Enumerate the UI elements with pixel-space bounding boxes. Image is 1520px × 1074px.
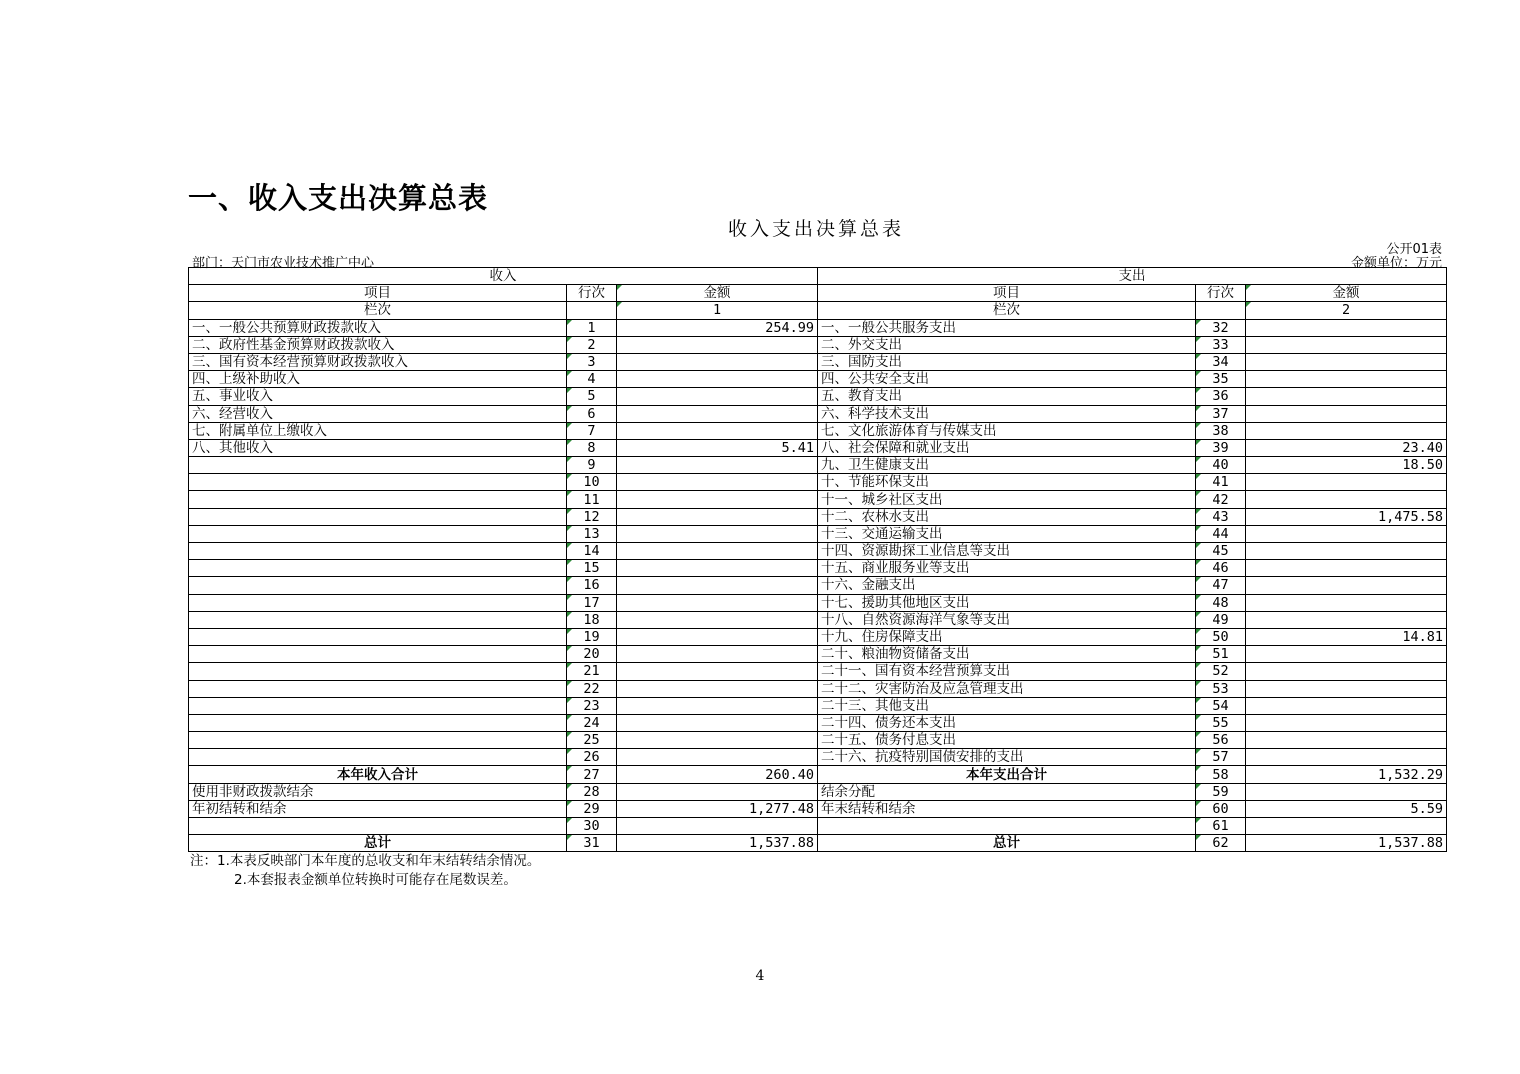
expense-amount-cell xyxy=(1246,336,1447,353)
income-item-cell: 七、附属单位上缴收入 xyxy=(189,422,567,439)
income-amount-header: 金额 xyxy=(617,285,818,302)
expense-amount-cell xyxy=(1246,697,1447,714)
income-amount-cell xyxy=(617,646,818,663)
expense-header: 支出 xyxy=(818,268,1447,285)
table-row xyxy=(189,336,1447,353)
expense-rowno-cell: 57 xyxy=(1196,749,1246,766)
income-amount-cell xyxy=(617,336,818,353)
expense-amount-cell: 1,537.88 xyxy=(1246,835,1447,852)
expense-rowno-cell: 54 xyxy=(1196,697,1246,714)
income-rowno-cell: 30 xyxy=(567,818,617,835)
expense-rowno-cell: 36 xyxy=(1196,388,1246,405)
income-item-cell xyxy=(189,508,567,525)
income-item-cell: 五、事业收入 xyxy=(189,388,567,405)
income-rowno-cell: 24 xyxy=(567,714,617,731)
expense-rowno-cell: 46 xyxy=(1196,560,1246,577)
income-rowno-cell: 12 xyxy=(567,508,617,525)
income-amount-cell xyxy=(617,749,818,766)
expense-rowno-cell: 60 xyxy=(1196,800,1246,817)
income-item-cell xyxy=(189,628,567,645)
column-number-row xyxy=(189,302,1447,319)
income-rowno-cell: 13 xyxy=(567,525,617,542)
table-row xyxy=(189,543,1447,560)
expense-item-cell: 四、公共安全支出 xyxy=(818,371,1196,388)
expense-item-cell: 三、国防支出 xyxy=(818,353,1196,370)
expense-rowno-cell: 44 xyxy=(1196,525,1246,542)
expense-amount-cell: 1,475.58 xyxy=(1246,508,1447,525)
income-rowno-cell: 17 xyxy=(567,594,617,611)
income-rowno-cell: 26 xyxy=(567,749,617,766)
income-rowno-cell: 16 xyxy=(567,577,617,594)
table-row xyxy=(189,560,1447,577)
expense-amount-cell xyxy=(1246,663,1447,680)
income-amount-cell: 254.99 xyxy=(617,319,818,336)
expense-item-cell: 十五、商业服务业等支出 xyxy=(818,560,1196,577)
expense-amount-cell xyxy=(1246,714,1447,731)
table-row xyxy=(189,371,1447,388)
expense-item-cell xyxy=(818,818,1196,835)
page-number: 4 xyxy=(755,968,765,984)
income-item-cell: 总计 xyxy=(189,835,567,852)
expense-rowno-cell: 51 xyxy=(1196,646,1246,663)
income-rowno-header: 行次 xyxy=(567,285,617,302)
expense-rowno-cell: 62 xyxy=(1196,835,1246,852)
table-row xyxy=(189,749,1447,766)
table-row xyxy=(189,766,1447,783)
income-rowno-cell: 28 xyxy=(567,783,617,800)
income-rowno-cell: 8 xyxy=(567,439,617,456)
expense-amount-cell: 5.59 xyxy=(1246,800,1447,817)
expense-item-header: 项目 xyxy=(818,285,1196,302)
note-1: 注：1.本表反映部门本年度的总收支和年末结转结余情况。 xyxy=(190,853,541,869)
table-row xyxy=(189,628,1447,645)
income-rowno-cell: 19 xyxy=(567,628,617,645)
table-row xyxy=(189,422,1447,439)
note-2: 2.本套报表金额单位转换时可能存在尾数误差。 xyxy=(234,872,517,888)
expense-rowno-cell: 42 xyxy=(1196,491,1246,508)
income-amount-cell xyxy=(617,353,818,370)
expense-rowno-cell: 33 xyxy=(1196,336,1246,353)
expense-item-cell: 十、节能环保支出 xyxy=(818,474,1196,491)
income-rowno-cell: 4 xyxy=(567,371,617,388)
income-item-cell xyxy=(189,680,567,697)
expense-amount-cell xyxy=(1246,611,1447,628)
income-rowno-cell: 11 xyxy=(567,491,617,508)
income-item-cell xyxy=(189,457,567,474)
expense-amount-cell xyxy=(1246,525,1447,542)
expense-amount-cell xyxy=(1246,818,1447,835)
expense-amount-cell xyxy=(1246,474,1447,491)
income-rowno-cell: 3 xyxy=(567,353,617,370)
table-row xyxy=(189,474,1447,491)
expense-amount-cell xyxy=(1246,353,1447,370)
income-amount-cell xyxy=(617,525,818,542)
expense-rowno-cell: 56 xyxy=(1196,732,1246,749)
expense-column-label: 栏次 xyxy=(818,302,1196,319)
expense-item-cell: 一、一般公共服务支出 xyxy=(818,319,1196,336)
income-item-cell xyxy=(189,474,567,491)
expense-amount-header: 金额 xyxy=(1246,285,1447,302)
income-amount-cell xyxy=(617,508,818,525)
expense-item-cell: 十一、城乡社区支出 xyxy=(818,491,1196,508)
expense-amount-cell xyxy=(1246,783,1447,800)
income-item-cell xyxy=(189,732,567,749)
income-item-cell xyxy=(189,525,567,542)
expense-amount-cell xyxy=(1246,594,1447,611)
income-item-cell xyxy=(189,749,567,766)
expense-item-cell: 十六、金融支出 xyxy=(818,577,1196,594)
income-column-label: 栏次 xyxy=(189,302,567,319)
expense-item-cell: 二十五、债务付息支出 xyxy=(818,732,1196,749)
expense-rowno-cell: 55 xyxy=(1196,714,1246,731)
income-amount-cell: 260.40 xyxy=(617,766,818,783)
expense-rowno-cell: 47 xyxy=(1196,577,1246,594)
expense-amount-cell xyxy=(1246,560,1447,577)
income-amount-cell xyxy=(617,422,818,439)
income-amount-cell xyxy=(617,611,818,628)
income-item-cell: 使用非财政拨款结余 xyxy=(189,783,567,800)
table-row xyxy=(189,405,1447,422)
income-item-cell xyxy=(189,594,567,611)
income-rowno-cell: 25 xyxy=(567,732,617,749)
expense-item-cell: 十三、交通运输支出 xyxy=(818,525,1196,542)
expense-rowno-cell: 34 xyxy=(1196,353,1246,370)
table-row xyxy=(189,611,1447,628)
income-column-blank xyxy=(567,302,617,319)
income-item-cell: 八、其他收入 xyxy=(189,439,567,456)
table-row xyxy=(189,491,1447,508)
expense-rowno-header: 行次 xyxy=(1196,285,1246,302)
income-rowno-cell: 20 xyxy=(567,646,617,663)
income-item-header: 项目 xyxy=(189,285,567,302)
income-amount-cell xyxy=(617,388,818,405)
table-row xyxy=(189,835,1447,852)
table-row xyxy=(189,577,1447,594)
table-row xyxy=(189,353,1447,370)
table-row xyxy=(189,697,1447,714)
expense-item-cell: 二十三、其他支出 xyxy=(818,697,1196,714)
expense-item-cell: 八、社会保障和就业支出 xyxy=(818,439,1196,456)
expense-amount-cell xyxy=(1246,543,1447,560)
expense-item-cell: 结余分配 xyxy=(818,783,1196,800)
expense-amount-cell xyxy=(1246,319,1447,336)
table-row xyxy=(189,663,1447,680)
expense-item-cell: 总计 xyxy=(818,835,1196,852)
expense-amount-cell: 1,532.29 xyxy=(1246,766,1447,783)
expense-item-cell: 二十二、灾害防治及应急管理支出 xyxy=(818,680,1196,697)
expense-rowno-cell: 58 xyxy=(1196,766,1246,783)
table-row xyxy=(189,439,1447,456)
expense-item-cell: 二十一、国有资本经营预算支出 xyxy=(818,663,1196,680)
expense-rowno-cell: 37 xyxy=(1196,405,1246,422)
expense-item-cell: 二十四、债务还本支出 xyxy=(818,714,1196,731)
income-amount-cell xyxy=(617,628,818,645)
income-amount-cell xyxy=(617,543,818,560)
table-row xyxy=(189,594,1447,611)
expense-item-cell: 年末结转和结余 xyxy=(818,800,1196,817)
income-rowno-cell: 29 xyxy=(567,800,617,817)
income-rowno-cell: 14 xyxy=(567,543,617,560)
income-rowno-cell: 1 xyxy=(567,319,617,336)
expense-amount-cell xyxy=(1246,732,1447,749)
income-item-cell xyxy=(189,560,567,577)
expense-rowno-cell: 50 xyxy=(1196,628,1246,645)
table-row xyxy=(189,714,1447,731)
expense-amount-cell xyxy=(1246,646,1447,663)
income-item-cell xyxy=(189,697,567,714)
income-item-cell xyxy=(189,611,567,628)
expense-item-cell: 二十六、抗疫特别国债安排的支出 xyxy=(818,749,1196,766)
table-row xyxy=(189,680,1447,697)
expense-amount-cell: 14.81 xyxy=(1246,628,1447,645)
income-rowno-cell: 18 xyxy=(567,611,617,628)
income-item-cell: 三、国有资本经营预算财政拨款收入 xyxy=(189,353,567,370)
unit-label: 金额单位：万元 xyxy=(1350,256,1442,271)
expense-rowno-cell: 35 xyxy=(1196,371,1246,388)
expense-rowno-cell: 59 xyxy=(1196,783,1246,800)
expense-amount-cell xyxy=(1246,577,1447,594)
income-item-cell: 二、政府性基金预算财政拨款收入 xyxy=(189,336,567,353)
expense-rowno-cell: 61 xyxy=(1196,818,1246,835)
expense-amount-cell: 23.40 xyxy=(1246,439,1447,456)
expense-amount-cell xyxy=(1246,371,1447,388)
form-code: 公开01表 xyxy=(1386,242,1442,257)
table-row xyxy=(189,525,1447,542)
expense-item-cell: 十八、自然资源海洋气象等支出 xyxy=(818,611,1196,628)
income-rowno-cell: 10 xyxy=(567,474,617,491)
income-amount-cell xyxy=(617,714,818,731)
expense-amount-cell xyxy=(1246,749,1447,766)
income-amount-cell: 1,537.88 xyxy=(617,835,818,852)
expense-rowno-cell: 39 xyxy=(1196,439,1246,456)
income-header: 收入 xyxy=(189,268,818,285)
expense-rowno-cell: 48 xyxy=(1196,594,1246,611)
expense-item-cell: 七、文化旅游体育与传媒支出 xyxy=(818,422,1196,439)
expense-rowno-cell: 40 xyxy=(1196,457,1246,474)
income-amount-cell xyxy=(617,405,818,422)
income-amount-cell xyxy=(617,594,818,611)
income-amount-cell xyxy=(617,474,818,491)
table-row xyxy=(189,732,1447,749)
income-amount-cell: 5.41 xyxy=(617,439,818,456)
department-label: 部门：天门市农业技术推广中心 xyxy=(192,256,375,271)
income-expense-table xyxy=(188,267,1447,852)
table-row xyxy=(189,319,1447,336)
table-row xyxy=(189,388,1447,405)
expense-amount-cell xyxy=(1246,388,1447,405)
income-item-cell xyxy=(189,543,567,560)
income-rowno-cell: 15 xyxy=(567,560,617,577)
group-header-row xyxy=(189,268,1447,285)
income-amount-cell xyxy=(617,577,818,594)
expense-rowno-cell: 53 xyxy=(1196,680,1246,697)
income-amount-cell xyxy=(617,491,818,508)
income-item-cell xyxy=(189,577,567,594)
expense-rowno-cell: 49 xyxy=(1196,611,1246,628)
income-item-cell: 六、经营收入 xyxy=(189,405,567,422)
income-rowno-cell: 22 xyxy=(567,680,617,697)
income-amount-cell: 1,277.48 xyxy=(617,800,818,817)
expense-item-cell: 六、科学技术支出 xyxy=(818,405,1196,422)
income-rowno-cell: 6 xyxy=(567,405,617,422)
expense-item-cell: 五、教育支出 xyxy=(818,388,1196,405)
expense-rowno-cell: 32 xyxy=(1196,319,1246,336)
expense-item-cell: 十二、农林水支出 xyxy=(818,508,1196,525)
table-row xyxy=(189,800,1447,817)
income-rowno-cell: 27 xyxy=(567,766,617,783)
income-item-cell xyxy=(189,818,567,835)
expense-item-cell: 十四、资源勘探工业信息等支出 xyxy=(818,543,1196,560)
expense-rowno-cell: 38 xyxy=(1196,422,1246,439)
income-rowno-cell: 2 xyxy=(567,336,617,353)
expense-column-blank xyxy=(1196,302,1246,319)
expense-rowno-cell: 41 xyxy=(1196,474,1246,491)
income-item-cell: 一、一般公共预算财政拨款收入 xyxy=(189,319,567,336)
expense-column-number: 2 xyxy=(1246,302,1447,319)
table-row xyxy=(189,457,1447,474)
income-rowno-cell: 23 xyxy=(567,697,617,714)
income-item-cell xyxy=(189,646,567,663)
expense-item-cell: 十七、援助其他地区支出 xyxy=(818,594,1196,611)
expense-amount-cell xyxy=(1246,680,1447,697)
income-amount-cell xyxy=(617,663,818,680)
table-row xyxy=(189,646,1447,663)
expense-rowno-cell: 45 xyxy=(1196,543,1246,560)
expense-amount-cell xyxy=(1246,491,1447,508)
expense-item-cell: 本年支出合计 xyxy=(818,766,1196,783)
income-amount-cell xyxy=(617,818,818,835)
income-amount-cell xyxy=(617,732,818,749)
column-header-row xyxy=(189,285,1447,302)
income-item-cell: 四、上级补助收入 xyxy=(189,371,567,388)
income-item-cell xyxy=(189,663,567,680)
income-amount-cell xyxy=(617,697,818,714)
expense-item-cell: 九、卫生健康支出 xyxy=(818,457,1196,474)
expense-rowno-cell: 43 xyxy=(1196,508,1246,525)
expense-item-cell: 二、外交支出 xyxy=(818,336,1196,353)
income-column-number: 1 xyxy=(617,302,818,319)
income-amount-cell xyxy=(617,680,818,697)
income-amount-cell xyxy=(617,457,818,474)
expense-amount-cell xyxy=(1246,405,1447,422)
table-row xyxy=(189,508,1447,525)
table-row xyxy=(189,818,1447,835)
income-item-cell: 年初结转和结余 xyxy=(189,800,567,817)
income-item-cell xyxy=(189,714,567,731)
income-item-cell xyxy=(189,491,567,508)
table-title: 收入支出决算总表 xyxy=(727,218,904,240)
income-item-cell: 本年收入合计 xyxy=(189,766,567,783)
section-title: 一、收入支出决算总表 xyxy=(188,181,489,215)
expense-rowno-cell: 52 xyxy=(1196,663,1246,680)
income-amount-cell xyxy=(617,560,818,577)
income-amount-cell xyxy=(617,371,818,388)
expense-amount-cell xyxy=(1246,422,1447,439)
expense-item-cell: 十九、住房保障支出 xyxy=(818,628,1196,645)
income-amount-cell xyxy=(617,783,818,800)
income-rowno-cell: 31 xyxy=(567,835,617,852)
income-rowno-cell: 21 xyxy=(567,663,617,680)
income-rowno-cell: 5 xyxy=(567,388,617,405)
income-rowno-cell: 9 xyxy=(567,457,617,474)
table-row xyxy=(189,783,1447,800)
income-rowno-cell: 7 xyxy=(567,422,617,439)
expense-amount-cell: 18.50 xyxy=(1246,457,1447,474)
expense-item-cell: 二十、粮油物资储备支出 xyxy=(818,646,1196,663)
notes xyxy=(190,852,540,890)
